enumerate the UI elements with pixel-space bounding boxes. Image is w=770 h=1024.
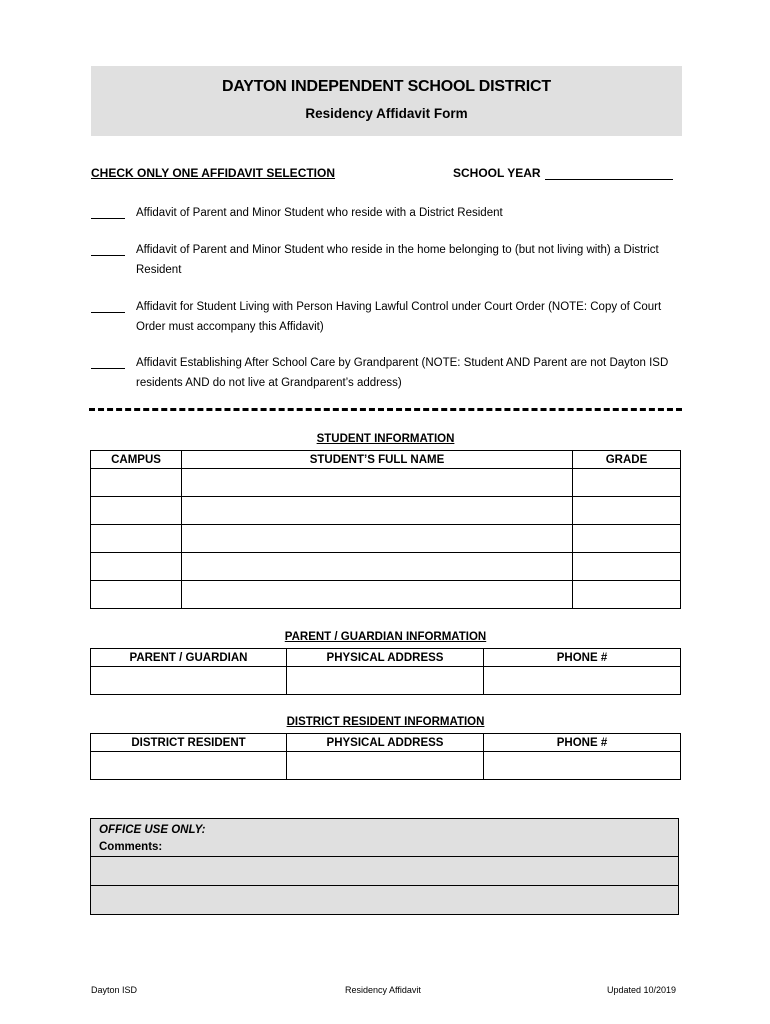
grade-cell[interactable] bbox=[573, 581, 681, 609]
phone-cell[interactable] bbox=[484, 667, 681, 695]
option-text: Affidavit Establishing After School Care by Grandparent (NOTE: Student AND Parent are not Dayton ISD residents AND do not live at Grandparent’s address) bbox=[136, 357, 669, 389]
table-row bbox=[91, 525, 681, 553]
comments-line[interactable] bbox=[91, 886, 679, 915]
affidavit-option-3[interactable] bbox=[91, 301, 681, 337]
table-header-row bbox=[91, 451, 681, 469]
student-name-cell[interactable] bbox=[182, 497, 573, 525]
phone-cell[interactable] bbox=[484, 752, 681, 780]
grade-cell[interactable] bbox=[573, 525, 681, 553]
affidavit-option-4[interactable] bbox=[91, 357, 681, 393]
form-subtitle: Residency Affidavit Form bbox=[305, 106, 468, 121]
student-name-cell[interactable] bbox=[182, 469, 573, 497]
district-title: DAYTON INDEPENDENT SCHOOL DISTRICT bbox=[222, 78, 551, 95]
table-row bbox=[91, 752, 681, 780]
form-header bbox=[91, 66, 682, 136]
resident-info-title: DISTRICT RESIDENT INFORMATION bbox=[286, 716, 485, 728]
district-resident-cell[interactable] bbox=[91, 752, 287, 780]
grade-cell[interactable] bbox=[573, 553, 681, 581]
student-name-header: STUDENT’S FULL NAME bbox=[182, 451, 573, 469]
physical-address-cell[interactable] bbox=[287, 667, 484, 695]
table-header-row bbox=[91, 649, 681, 667]
table-row bbox=[91, 667, 681, 695]
student-name-cell[interactable] bbox=[182, 553, 573, 581]
footer-center: Residency Affidavit bbox=[345, 985, 421, 995]
selection-heading: CHECK ONLY ONE AFFIDAVIT SELECTION bbox=[91, 166, 336, 180]
phone-header: PHONE # bbox=[484, 734, 681, 752]
campus-cell[interactable] bbox=[91, 469, 182, 497]
footer-left: Dayton ISD bbox=[91, 985, 138, 995]
physical-address-cell[interactable] bbox=[287, 752, 484, 780]
office-use-header bbox=[91, 819, 679, 857]
office-use-box bbox=[90, 818, 679, 915]
school-year-blank[interactable] bbox=[545, 167, 673, 180]
school-year-field[interactable] bbox=[453, 166, 673, 180]
office-use-label: OFFICE USE ONLY: bbox=[99, 824, 206, 836]
campus-cell[interactable] bbox=[91, 497, 182, 525]
grade-cell[interactable] bbox=[573, 469, 681, 497]
physical-address-header: PHYSICAL ADDRESS bbox=[287, 734, 484, 752]
grade-cell[interactable] bbox=[573, 497, 681, 525]
student-name-cell[interactable] bbox=[182, 581, 573, 609]
parent-info-table bbox=[90, 648, 681, 695]
table-row bbox=[91, 469, 681, 497]
campus-cell[interactable] bbox=[91, 553, 182, 581]
school-year-label: SCHOOL YEAR bbox=[453, 166, 541, 180]
district-resident-header: DISTRICT RESIDENT bbox=[91, 734, 287, 752]
table-row bbox=[91, 581, 681, 609]
affidavit-option-2[interactable] bbox=[91, 244, 681, 280]
phone-header: PHONE # bbox=[484, 649, 681, 667]
comments-label: Comments: bbox=[99, 841, 163, 853]
table-row bbox=[91, 553, 681, 581]
campus-cell[interactable] bbox=[91, 581, 182, 609]
physical-address-header: PHYSICAL ADDRESS bbox=[287, 649, 484, 667]
campus-cell[interactable] bbox=[91, 525, 182, 553]
table-header-row bbox=[91, 734, 681, 752]
parent-guardian-header: PARENT / GUARDIAN bbox=[91, 649, 287, 667]
option-text: Affidavit of Parent and Minor Student who reside in the home belonging to (but not living with) a District Resident bbox=[136, 244, 659, 276]
option-checkbox-blank[interactable] bbox=[91, 301, 125, 313]
comments-line[interactable] bbox=[91, 857, 679, 886]
option-checkbox-blank[interactable] bbox=[91, 207, 125, 219]
resident-info-table bbox=[90, 733, 681, 780]
option-text: Affidavit for Student Living with Person Having Lawful Control under Court Order (NOTE: Copy of Court Order must accompany this Affidavit) bbox=[136, 301, 662, 333]
table-row bbox=[91, 497, 681, 525]
parent-info-title: PARENT / GUARDIAN INFORMATION bbox=[284, 631, 487, 643]
grade-header: GRADE bbox=[573, 451, 681, 469]
campus-header: CAMPUS bbox=[91, 451, 182, 469]
option-checkbox-blank[interactable] bbox=[91, 357, 125, 369]
option-checkbox-blank[interactable] bbox=[91, 244, 125, 256]
student-name-cell[interactable] bbox=[182, 525, 573, 553]
dashed-divider bbox=[89, 408, 682, 411]
option-text: Affidavit of Parent and Minor Student who reside with a District Resident bbox=[136, 207, 503, 219]
parent-guardian-cell[interactable] bbox=[91, 667, 287, 695]
affidavit-option-1[interactable] bbox=[91, 207, 681, 223]
footer-right: Updated 10/2019 bbox=[607, 985, 677, 995]
student-info-table bbox=[90, 450, 681, 609]
student-info-title: STUDENT INFORMATION bbox=[316, 433, 455, 445]
